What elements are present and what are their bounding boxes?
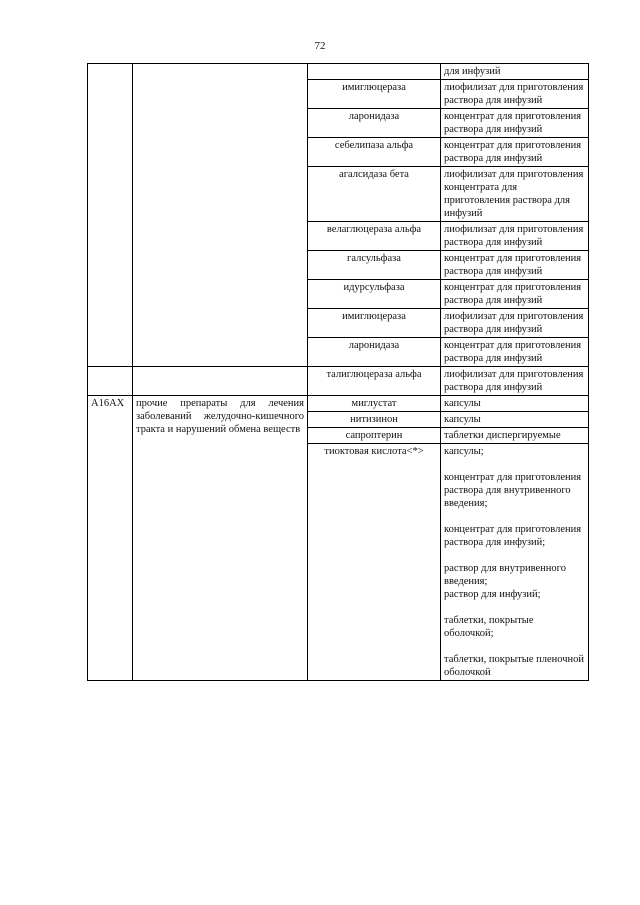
drug-cell: сапроптерин — [308, 428, 441, 444]
group-cell — [133, 367, 308, 396]
group-name: прочие препараты для лечения заболеваний желудочно-кишечного тракта и нарушений обмена веществ — [136, 398, 304, 435]
form-line: таблетки, покрытые оболочкой; — [444, 615, 534, 639]
drug-cell: ларонидаза — [308, 338, 441, 367]
form-cell: капсулы — [441, 396, 589, 412]
drug-cell: велаглюцераза альфа — [308, 222, 441, 251]
drug-cell: миглустат — [308, 396, 441, 412]
form-cell: капсулы — [441, 412, 589, 428]
form-cell: концентрат для приготовления раствора для инфузий — [441, 138, 589, 167]
form-cell: лиофилизат для приготовления раствора для инфузий — [441, 222, 589, 251]
drug-cell: тиоктовая кислота<*> — [308, 444, 441, 681]
atc-code-cell: A16AX — [88, 396, 133, 681]
code-cell — [88, 64, 133, 367]
drug-table — [87, 63, 589, 681]
group-cell — [133, 64, 308, 367]
form-line: раствор для внутривенного введения; — [444, 563, 566, 587]
drug-cell: нитизинон — [308, 412, 441, 428]
form-cell: концентрат для приготовления раствора для инфузий — [441, 280, 589, 309]
form-line: капсулы; — [444, 446, 484, 457]
table-row — [88, 64, 589, 80]
drug-cell: имиглюцераза — [308, 309, 441, 338]
drug-cell: галсульфаза — [308, 251, 441, 280]
form-line: раствор для инфузий; — [444, 589, 541, 600]
group-name-cell — [133, 396, 308, 681]
form-line: таблетки, покрытые пленочной оболочкой — [444, 654, 585, 678]
form-cell: лиофилизат для приготовления концентрата для приготовления раствора для инфузий — [441, 167, 589, 222]
form-line: концентрат для приготовления раствора для инфузий; — [444, 524, 582, 548]
form-cell: концентрат для приготовления раствора для инфузий — [441, 251, 589, 280]
form-cell: концентрат для приготовления раствора для инфузий — [441, 109, 589, 138]
table-row — [88, 396, 589, 412]
form-cell — [441, 444, 589, 681]
drug-cell: идурсульфаза — [308, 280, 441, 309]
page-number: 72 — [314, 40, 326, 52]
drug-cell: ларонидаза — [308, 109, 441, 138]
form-cell: для инфузий — [441, 64, 589, 80]
form-cell: таблетки диспергируемые — [441, 428, 589, 444]
form-cell: концентрат для приготовления раствора для инфузий — [441, 338, 589, 367]
drug-cell: агалсидаза бета — [308, 167, 441, 222]
table-row — [88, 367, 589, 396]
drug-cell: талиглюцераза альфа — [308, 367, 441, 396]
form-cell: лиофилизат для приготовления раствора для инфузий — [441, 367, 589, 396]
form-cell: лиофилизат для приготовления раствора для инфузий — [441, 80, 589, 109]
drug-cell: имиглюцераза — [308, 80, 441, 109]
drug-cell: себелипаза альфа — [308, 138, 441, 167]
form-cell: лиофилизат для приготовления раствора для инфузий — [441, 309, 589, 338]
form-line: концентрат для приготовления раствора для внутривенного введения; — [444, 472, 582, 509]
drug-cell — [308, 64, 441, 80]
code-cell — [88, 367, 133, 396]
